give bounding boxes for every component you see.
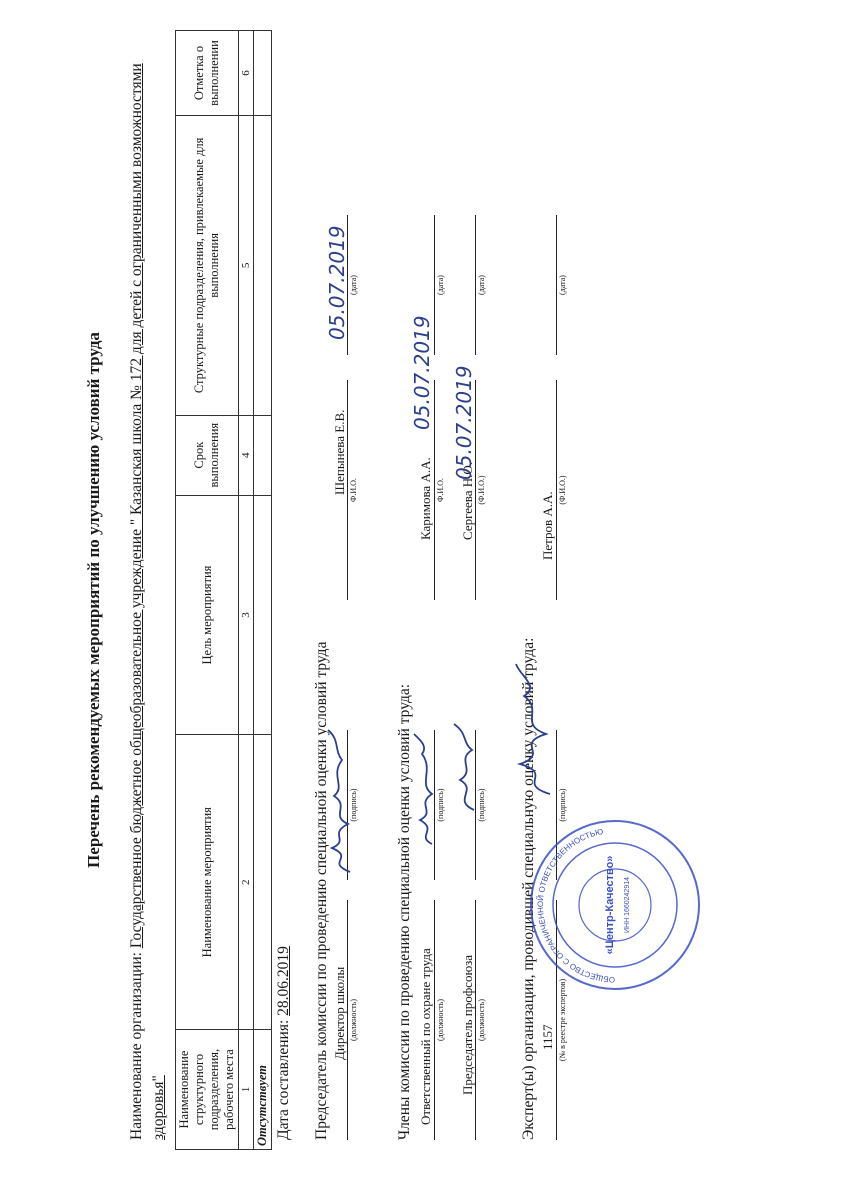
signature-caption: (подпись) <box>349 788 358 822</box>
date-compiled-value: 28.06.2019 <box>275 946 292 1016</box>
chairman-heading: Председатель комиссии по проведению специальной оценки условий труда <box>313 641 330 1140</box>
fio-caption: (Ф.И.О.) <box>477 475 486 505</box>
date-compiled <box>275 946 293 1140</box>
member-position: Ответственный по охране труда <box>418 948 433 1125</box>
date-underline <box>556 215 557 355</box>
date-caption: (дата) <box>349 275 358 295</box>
chairman-position: Директор школы <box>332 966 347 1060</box>
position-caption: (должность) <box>349 999 358 1041</box>
date-caption: (дата) <box>477 275 486 295</box>
organization-line <box>126 60 170 1140</box>
fio-caption: Ф.И.О. <box>436 478 445 502</box>
table-row <box>254 31 272 1150</box>
signature-caption: (подпись) <box>436 788 445 822</box>
organization-name: Государственное бюджетное общеобразовательное учреждение " Казанская школа № 172 для детей с ограниченными возможностями здоровья" <box>128 63 167 1140</box>
date-caption: (дата) <box>436 275 445 295</box>
member-signature <box>448 720 482 820</box>
fio-underline <box>347 380 348 600</box>
header-cell: Срок выполнения <box>176 415 239 495</box>
table-number-row <box>239 31 254 1150</box>
fio-caption: (Ф.И.О.) <box>558 475 567 505</box>
header-cell: Структурные подразделения, привлекаемые для выполнения <box>176 116 239 416</box>
member-handwritten-date: 05.07.2019 <box>410 315 434 430</box>
stamp-inn: ИНН 1660242914 <box>624 876 631 934</box>
chairman-signature <box>320 720 360 880</box>
register-caption: (№ в реестре экспертов) <box>558 978 567 1062</box>
expert-signature <box>510 660 560 800</box>
signature-caption: (подпись) <box>558 788 567 822</box>
stamp-outer-text: ОБЩЕСТВО С ОГРАНИЧЕННОЙ ОТВЕТСТВЕННОСТЬЮ <box>535 826 616 985</box>
column-number: 4 <box>239 415 254 495</box>
position-caption: (должность) <box>477 999 486 1041</box>
header-cell: Наименование мероприятия <box>176 735 239 1030</box>
header-cell: Наименование структурного подразделения, рабочего места <box>176 1030 239 1150</box>
member-position: Председатель профсоюза <box>460 954 475 1095</box>
position-underline <box>347 900 348 1140</box>
signature-caption: (подпись) <box>477 788 486 822</box>
table-cell <box>254 495 272 735</box>
date-compiled-label: Дата составления: <box>275 1019 292 1140</box>
position-underline <box>434 900 435 1140</box>
date-underline <box>434 215 435 355</box>
date-underline <box>475 215 476 355</box>
table-cell <box>254 31 272 116</box>
table-cell <box>254 735 272 1030</box>
column-number: 6 <box>239 31 254 116</box>
position-underline <box>475 900 476 1140</box>
member-signature <box>410 730 442 850</box>
fio-caption: Ф.И.О. <box>349 478 358 502</box>
expert-name: Петров А.А. <box>540 491 555 560</box>
document-title: Перечень рекомендуемых мероприятий по улучшению условий труда <box>84 332 103 868</box>
column-number: 3 <box>239 495 254 735</box>
member-name: Каримова А.А. <box>418 457 433 540</box>
column-number: 2 <box>239 735 254 1030</box>
table-cell: Отсутствует <box>254 1030 272 1150</box>
table-header-row <box>176 31 239 1150</box>
table-cell <box>254 116 272 416</box>
stamp-center-text: «Центр-Качество» <box>604 855 616 955</box>
column-number: 5 <box>239 116 254 416</box>
organization-stamp <box>525 815 705 995</box>
fio-underline <box>434 380 435 600</box>
position-caption: (должность) <box>436 999 445 1041</box>
table-cell <box>254 415 272 495</box>
header-cell: Отметка о выполнении <box>176 31 239 116</box>
organization-label: Наименование организации: <box>128 952 145 1140</box>
column-number: 1 <box>239 1030 254 1150</box>
expert-register-number: 1157 <box>540 1024 555 1050</box>
date-caption: (дата) <box>558 275 567 295</box>
member-handwritten-date: 05.07.2019 <box>452 365 476 480</box>
chairman-handwritten-date: 05.07.2019 <box>325 225 349 340</box>
header-cell: Цель мероприятия <box>176 495 239 735</box>
members-heading: Члены комиссии по проведению специальной оценки условий труда: <box>396 683 413 1140</box>
measures-table <box>175 30 272 1150</box>
member-name: Сергеева Н.О. <box>460 461 475 540</box>
chairman-name: Шепынева Е.В. <box>332 409 347 495</box>
experts-heading: Эксперт(ы) организации, проводившей специальную оценку условий труда: <box>520 637 537 1140</box>
fio-underline <box>556 380 557 600</box>
